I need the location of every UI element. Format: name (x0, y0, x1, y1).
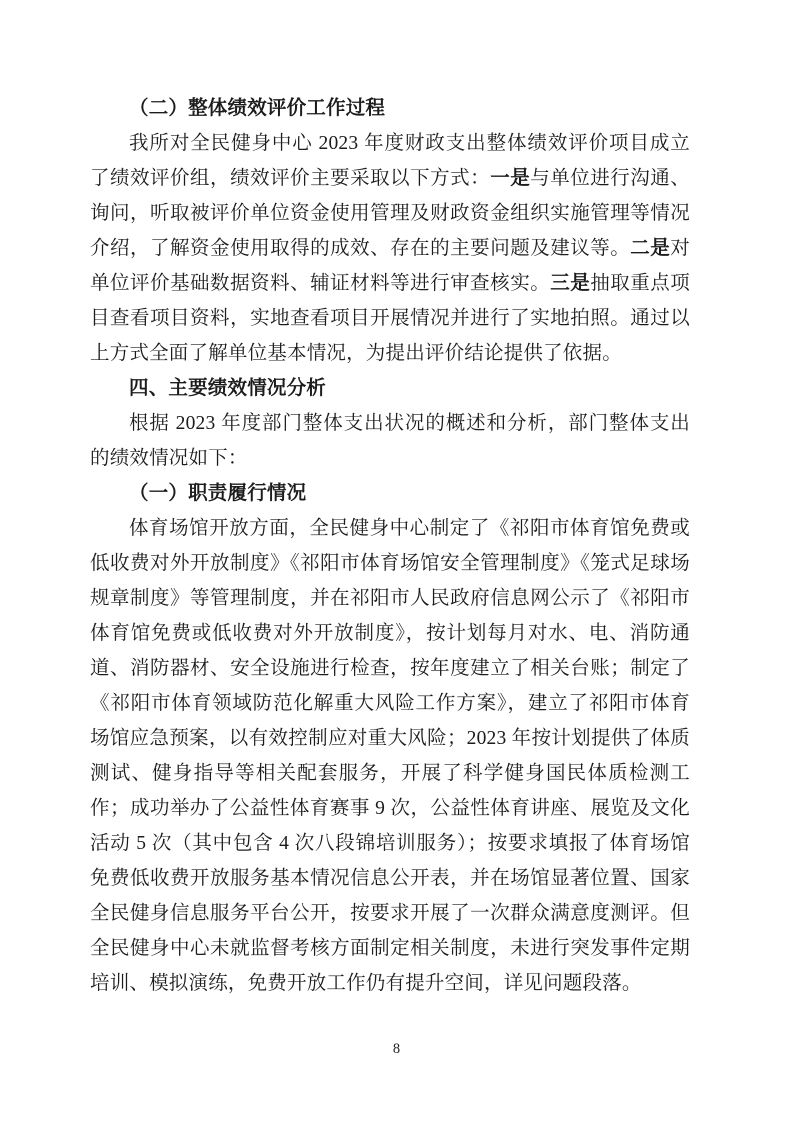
paragraph-analysis-intro: 根据 2023 年度部门整体支出状况的概述和分析，部门整体支出的绩效情况如下： (90, 413, 690, 469)
paragraph-duty-performance: 体育场馆开放方面，全民健身中心制定了《祁阳市体育馆免费或低收费对外开放制度》《祁阳市体育场馆安全管理制度》《笼式足球场规章制度》等管理制度，并在祁阳市人民政府信息网公示了《祁阳市体育馆免费或低收费对外开放制度》，按计划每月对水、电、消防通道、消防器材、安全设施进行检查，按年度建立了相关台账；制定了《祁阳市体育领域防范化解重大风险工作方案》，建立了祁阳市体育场馆应急预案，以有效控制应对重大风险；2023 年按计划提供了体质测试、健身指导等相关配套服务，开展了科学健身国民体质检测工作；成功举办了公益性体育赛事 9 次，公益性体育讲座、展览及文化活动 5 次（其中包含 4 次八段锦培训服务）；按要求填报了体育场馆免费低收费开放服务基本情况信息公开表，并在场馆显著位置、国家全民健身信息服务平台公开，按要求开展了一次群众满意度测评。但全民健身中心未就监督考核方面制定相关制度，未进行突发事件定期培训、模拟演练，免费开放工作仍有提升空间，详见问题段落。 (90, 518, 690, 994)
text-run-bold-third: 三是 (550, 273, 591, 294)
document-content (90, 91, 690, 1001)
heading-main-performance-analysis: 四、主要绩效情况分析 (129, 378, 327, 399)
text-run: 我所对全民健身中心 2023 年度财政支出整体绩效评价项目成立了绩效评价组，绩效评价主要采取以下方式： (90, 133, 690, 189)
text-run: 对单位评价基础数据资料、辅证材料等进行审查核实。 (90, 238, 690, 294)
heading-evaluation-work-process: （二）整体绩效评价工作过程 (129, 98, 386, 119)
text-run-bold-first: 一是 (490, 168, 531, 189)
paragraph-evaluation-process (90, 126, 690, 371)
page-number: 8 (392, 1041, 401, 1057)
heading-duty-performance: （一）职责履行情况 (129, 483, 307, 504)
text-run-bold-second: 二是 (630, 238, 671, 259)
text-run: 抽取重点项目查看项目资料，实地查看项目开展情况并进行了实地拍照。通过以上方式全面了解单位基本情况，为提出评价结论提供了依据。 (90, 273, 690, 364)
text-run: 与单位进行沟通、询问，听取被评价单位资金使用管理及财政资金组织实施管理等情况介绍，了解资金使用取得的成效、存在的主要问题及建议等。 (90, 168, 690, 259)
